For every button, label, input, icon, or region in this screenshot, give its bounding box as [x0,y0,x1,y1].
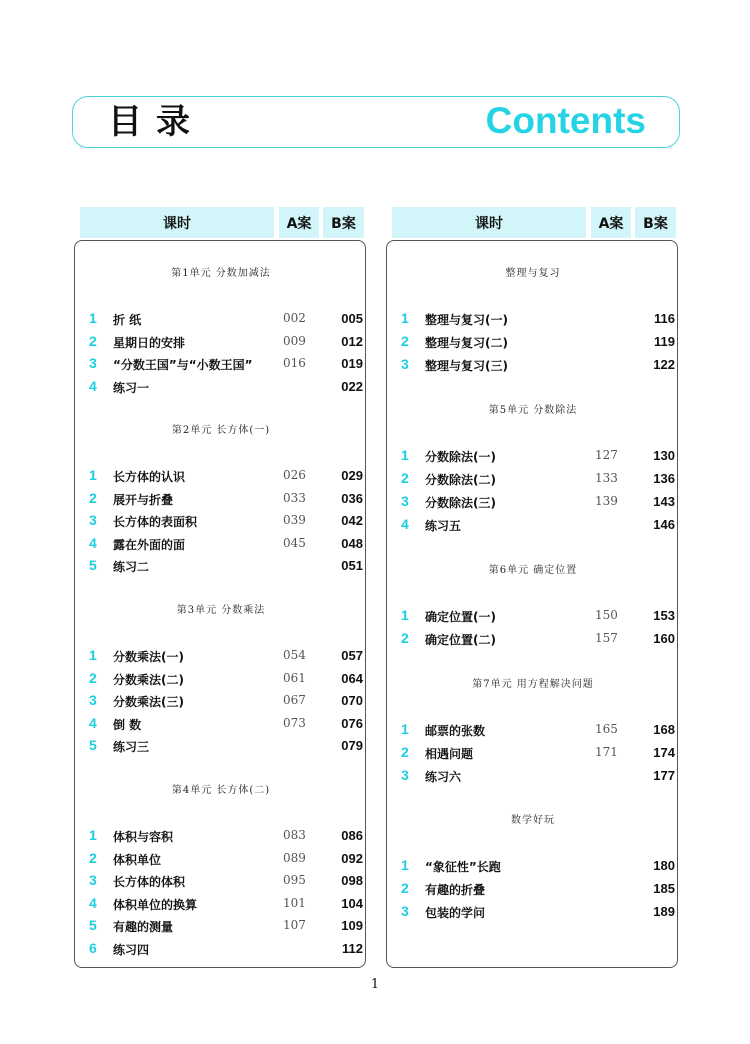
page-plan-b: 048 [341,535,363,551]
toc-row [75,511,367,531]
unit-title: 第6单元 确定位置 [488,565,578,576]
lesson-number: 1 [401,310,409,326]
toc-row [387,355,679,375]
lesson-name: 倒 数 [113,717,142,732]
lesson-number: 3 [401,903,409,919]
page-plan-b: 112 [342,941,363,956]
lesson-number: 3 [89,692,97,709]
toc-panel-left [74,240,366,968]
page-plan-a: 107 [283,918,306,933]
toc-row [75,646,367,666]
page-plan-a: 157 [595,631,618,645]
lesson-name: 分数乘法(三) [113,695,184,710]
lesson-name: 分数乘法(一) [113,650,184,664]
lesson-number: 3 [401,767,409,783]
lesson-name: 邮票的张数 [425,724,486,738]
page-plan-b: 029 [341,468,363,483]
page-number: 1 [370,977,380,992]
page-plan-a: 139 [595,494,618,508]
page-plan-b: 022 [341,378,363,394]
page-plan-b: 116 [654,311,675,326]
lesson-number: 5 [89,557,97,574]
toc-row [75,309,367,329]
page-plan-a: 073 [283,715,306,730]
page-plan-b: 122 [653,357,675,372]
page-plan-b: 012 [341,333,363,349]
toc-panel-right [386,240,678,968]
page-plan-a: 165 [595,722,618,736]
page-plan-b: 146 [653,517,675,532]
page-plan-a: 016 [283,356,306,371]
toc-row [387,606,679,626]
unit-title: 第7单元 用方程解决问题 [472,679,594,690]
page-plan-b: 189 [653,904,675,919]
page-plan-b: 098 [341,873,363,889]
page-plan-a: 089 [283,850,306,865]
lesson-name: 练习五 [425,519,462,533]
toc-row [387,492,679,512]
lesson-name: 确定位置(二) [425,633,496,647]
page-plan-a: 002 [283,311,306,325]
lesson-number: 2 [401,333,409,349]
lesson-number: 3 [89,512,97,529]
lesson-name: 长方体的体积 [113,875,186,890]
page-plan-b: 160 [653,631,675,646]
toc-row [75,489,367,509]
lesson-name: 有趣的测量 [113,920,174,935]
page-plan-a: 067 [283,693,306,708]
toc-row [387,446,679,466]
toc-row [387,332,679,352]
page-plan-a: 095 [283,873,306,888]
lesson-name: 长方体的认识 [113,470,186,484]
lesson-number: 3 [401,356,409,372]
page-plan-b: 180 [653,858,675,873]
header-plan-b: B案 [635,207,676,238]
lesson-name: 包装的学问 [425,906,486,920]
toc-row [387,469,679,489]
toc-row [387,856,679,876]
lesson-number: 5 [89,737,97,754]
page-plan-b: 104 [341,895,363,911]
page-plan-a: 171 [595,745,618,759]
lesson-name: “象征性”长跑 [425,860,501,874]
page-plan-b: 092 [341,850,363,866]
lesson-name: 练习六 [425,770,462,784]
page-plan-b: 051 [341,558,363,574]
unit-title: 第4单元 长方体(二) [171,785,271,796]
page-plan-b: 153 [653,608,675,623]
lesson-name: 体积单位的换算 [113,897,198,912]
toc-row [75,534,367,554]
page-plan-b: 119 [654,334,675,349]
page-plan-b: 042 [341,513,363,529]
page-plan-b: 143 [653,494,675,509]
toc-row [75,669,367,689]
toc-row [75,894,367,914]
page-plan-a: 150 [595,608,618,622]
toc-row [75,736,367,756]
lesson-number: 2 [401,744,409,760]
page-plan-a: 033 [283,490,306,505]
page-plan-a: 039 [283,513,306,528]
lesson-name: 相遇问题 [425,747,474,761]
page-plan-b: 130 [653,448,675,463]
lesson-name: 练习四 [113,943,150,957]
lesson-name: 体积单位 [113,852,162,867]
lesson-name: “分数王国”与“小数王国” [113,358,253,373]
page-plan-b: 086 [341,828,363,843]
lesson-name: 体积与容积 [113,830,174,844]
page-plan-b: 036 [341,490,363,506]
toc-row [75,354,367,374]
header-plan-a: A案 [279,207,319,238]
lesson-number: 2 [89,849,97,866]
page-plan-b: 057 [341,648,363,663]
toc-row [75,849,367,869]
lesson-name: 确定位置(一) [425,610,496,624]
lesson-name: 练习三 [113,740,150,755]
page-plan-b: 064 [341,670,363,686]
page-plan-a: 101 [283,895,306,910]
header-plan-b: B案 [323,207,364,238]
page-plan-b: 174 [653,745,675,760]
lesson-number: 4 [401,516,409,532]
lesson-name: 分数乘法(二) [113,672,184,687]
toc-row [387,766,679,786]
toc-row [387,309,679,329]
lesson-number: 1 [401,607,409,623]
toc-row [75,556,367,576]
lesson-name: 整理与复习(一) [425,313,508,327]
lesson-number: 1 [89,467,97,483]
page-plan-a: 054 [283,648,306,662]
toc-row [75,826,367,846]
page-plan-a: 083 [283,828,306,842]
toc-row [387,902,679,922]
lesson-number: 3 [89,355,97,372]
lesson-number: 3 [401,493,409,509]
lesson-number: 2 [401,630,409,646]
unit-title: 整理与复习 [505,268,561,279]
page-plan-b: 079 [341,738,363,754]
toc-row [75,377,367,397]
lesson-number: 6 [89,940,97,956]
page-plan-a: 026 [283,468,306,482]
unit-title: 第1单元 分数加减法 [171,268,271,279]
lesson-number: 3 [89,872,97,889]
header-lesson: 课时 [80,207,274,238]
lesson-number: 2 [89,332,97,349]
lesson-number: 1 [89,647,97,663]
toc-row [75,871,367,891]
lesson-number: 1 [89,310,97,326]
lesson-name: 分数除法(三) [425,496,496,510]
header-plan-a: A案 [591,207,631,238]
page-plan-b: 168 [653,722,675,737]
page-plan-b: 019 [341,356,363,372]
lesson-name: 露在外面的面 [113,537,186,552]
toc-row [75,916,367,936]
unit-title: 第5单元 分数除法 [488,405,578,416]
page-title-cn: 目录 [108,102,204,142]
lesson-number: 4 [89,377,97,394]
lesson-name: 分数除法(二) [425,473,496,487]
toc-row [387,515,679,535]
header-lesson: 课时 [392,207,586,238]
page-title-en: Contents [485,100,646,141]
lesson-number: 4 [89,894,97,911]
lesson-name: 整理与复习(二) [425,336,508,350]
lesson-name: 折 纸 [113,313,142,327]
lesson-name: 练习一 [113,380,150,395]
page-plan-b: 185 [653,881,675,896]
toc-row [75,466,367,486]
toc-row [387,720,679,740]
page-plan-b: 177 [653,768,675,783]
page-plan-a: 045 [283,535,306,550]
unit-title: 第2单元 长方体(一) [171,425,271,436]
lesson-number: 1 [401,447,409,463]
unit-title: 数学好玩 [511,815,555,826]
toc-row [75,332,367,352]
toc-row [75,714,367,734]
lesson-number: 2 [89,489,97,506]
toc-row [387,879,679,899]
page-plan-a: 127 [595,448,618,462]
toc-row [75,691,367,711]
toc-row [75,939,367,959]
lesson-number: 4 [89,534,97,551]
page-plan-a: 061 [283,670,306,685]
lesson-number: 1 [89,827,97,843]
page-plan-a: 133 [595,471,618,485]
lesson-number: 5 [89,917,97,934]
page-plan-b: 109 [341,918,363,934]
lesson-name: 练习二 [113,560,150,575]
toc-row [387,743,679,763]
lesson-number: 2 [401,880,409,896]
lesson-number: 1 [401,857,409,873]
toc-row [387,629,679,649]
lesson-number: 4 [89,714,97,731]
lesson-name: 整理与复习(三) [425,359,508,373]
lesson-number: 2 [89,669,97,686]
page-plan-b: 076 [341,715,363,731]
page-plan-b: 005 [341,311,363,326]
lesson-number: 1 [401,721,409,737]
page-plan-b: 070 [341,693,363,709]
page-plan-a: 009 [283,333,306,348]
lesson-name: 展开与折叠 [113,492,174,507]
page-plan-b: 136 [653,471,675,486]
unit-title: 第3单元 分数乘法 [176,605,266,616]
lesson-name: 星期日的安排 [113,335,186,350]
lesson-name: 长方体的表面积 [113,515,198,530]
lesson-number: 2 [401,470,409,486]
lesson-name: 分数除法(一) [425,450,496,464]
lesson-name: 有趣的折叠 [425,883,486,897]
